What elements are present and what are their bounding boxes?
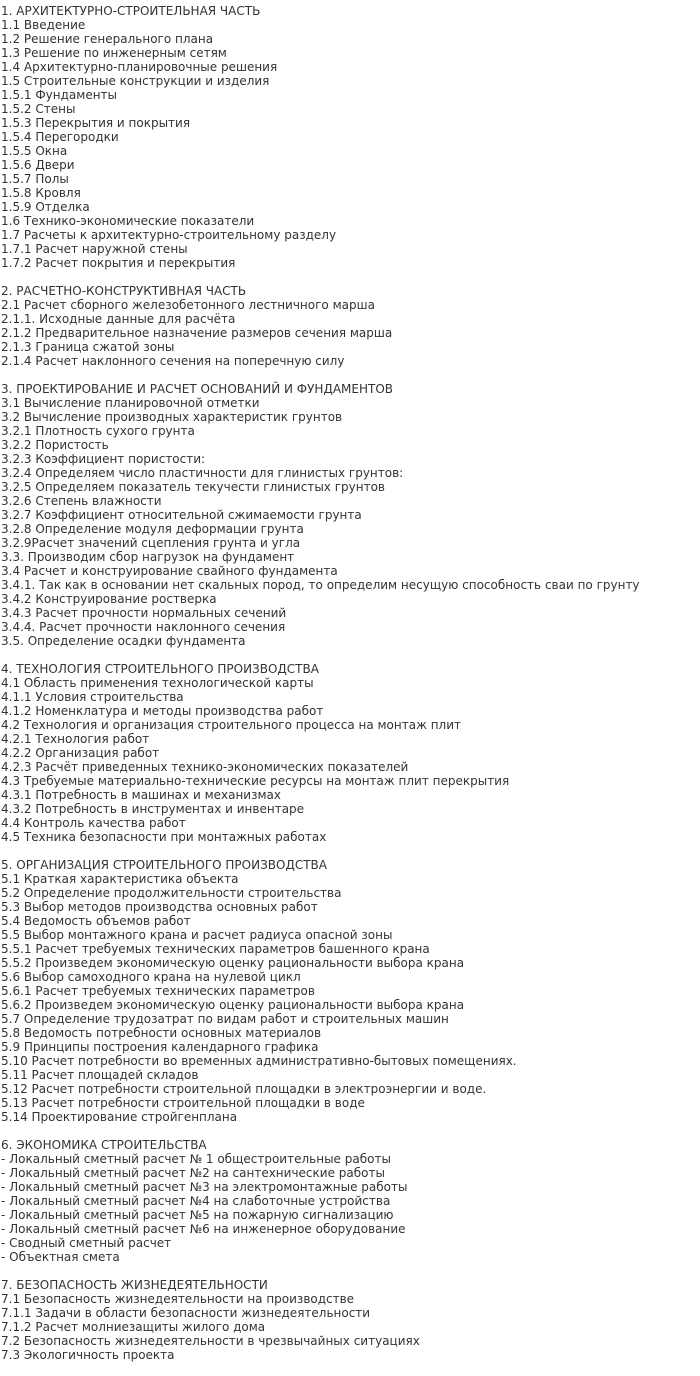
table-of-contents bbox=[1, 4, 700, 1376]
toc-item: 5.2 Определение продолжительности строительства bbox=[1, 886, 342, 900]
toc-item: - Объектная смета bbox=[1, 1250, 120, 1264]
toc-item: 5.11 Расчет площадей складов bbox=[1, 1068, 199, 1082]
toc-item: 5.6 Выбор самоходного крана на нулевой цикл bbox=[1, 970, 301, 984]
toc-item: 3.4 Расчет и конструирование свайного фундамента bbox=[1, 564, 338, 578]
section-heading: 6. ЭКОНОМИКА СТРОИТЕЛЬСТВА bbox=[1, 1138, 207, 1152]
toc-item: 5.5.1 Расчет требуемых технических параметров башенного крана bbox=[1, 942, 430, 956]
toc-item: 5.9 Принципы построения календарного графика bbox=[1, 1040, 319, 1054]
toc-item: 7.1.2 Расчет молниезащиты жилого дома bbox=[1, 1320, 266, 1334]
toc-item: 4.2.3 Расчёт приведенных технико-экономических показателей bbox=[1, 760, 409, 774]
toc-item: 4.5 Техника безопасности при монтажных работах bbox=[1, 830, 327, 844]
section-heading: 3. ПРОЕКТИРОВАНИЕ И РАСЧЕТ ОСНОВАНИЙ И ФУНДАМЕНТОВ bbox=[1, 382, 393, 396]
toc-item: 4.2.1 Технология работ bbox=[1, 732, 150, 746]
toc-item: 1.6 Технико-экономические показатели bbox=[1, 214, 255, 228]
toc-item: 3.2.5 Определяем показатель текучести глинистых грунтов bbox=[1, 480, 385, 494]
section-heading: 7. БЕЗОПАСНОСТЬ ЖИЗНЕДЕЯТЕЛЬНОСТИ bbox=[1, 1278, 268, 1292]
toc-item: 4.1.1 Условия строительства bbox=[1, 690, 184, 704]
section-heading: 5. ОРГАНИЗАЦИЯ СТРОИТЕЛЬНОГО ПРОИЗВОДСТВА bbox=[1, 858, 327, 872]
toc-item: 4.2 Технология и организация строительного процесса на монтаж плит bbox=[1, 718, 462, 732]
toc-item: 3.2.1 Плотность сухого грунта bbox=[1, 424, 195, 438]
toc-item: 2.1.1. Исходные данные для расчёта bbox=[1, 312, 236, 326]
toc-item: - Локальный сметный расчет №3 на электромонтажные работы bbox=[1, 1180, 408, 1194]
toc-item: - Локальный сметный расчет № 1 общестроительные работы bbox=[1, 1152, 391, 1166]
toc-section bbox=[1, 382, 700, 648]
toc-item: 3.4.3 Расчет прочности нормальных сечений bbox=[1, 606, 287, 620]
toc-item: 5.6.2 Произведем экономическую оценку рациональности выбора крана bbox=[1, 998, 465, 1012]
toc-item: 7.3 Экологичность проекта bbox=[1, 1348, 175, 1362]
toc-item: 3.2.4 Определяем число пластичности для глинистых грунтов: bbox=[1, 466, 404, 480]
toc-section bbox=[1, 858, 700, 1124]
toc-item: 1.5.4 Перегородки bbox=[1, 130, 119, 144]
toc-item: 1.5.7 Полы bbox=[1, 172, 69, 186]
toc-item: 3.2.6 Степень влажности bbox=[1, 494, 162, 508]
toc-item: 3.2.9Расчет значений сцепления грунта и угла bbox=[1, 536, 301, 550]
section-heading: 4. ТЕХНОЛОГИЯ СТРОИТЕЛЬНОГО ПРОИЗВОДСТВА bbox=[1, 662, 319, 676]
toc-item: 4.3 Требуемые материально-технические ресурсы на монтаж плит перекрытия bbox=[1, 774, 510, 788]
toc-item: 4.3.2 Потребность в инструментах и инвентаре bbox=[1, 802, 305, 816]
toc-item: 1.4 Архитектурно-планировочные решения bbox=[1, 60, 278, 74]
toc-section bbox=[1, 662, 700, 844]
toc-item: - Локальный сметный расчет №6 на инженерное оборудование bbox=[1, 1222, 406, 1236]
toc-item: 3.3. Производим сбор нагрузок на фундамент bbox=[1, 550, 295, 564]
toc-item: 5.6.1 Расчет требуемых технических параметров bbox=[1, 984, 315, 998]
toc-item: 4.1.2 Номенклатура и методы производства работ bbox=[1, 704, 324, 718]
toc-item: - Локальный сметный расчет №5 на пожарную сигнализацию bbox=[1, 1208, 394, 1222]
toc-item: 1.7 Расчеты к архитектурно-строительному разделу bbox=[1, 228, 337, 242]
toc-item: 3.4.4. Расчет прочности наклонного сечения bbox=[1, 620, 286, 634]
toc-item: 1.2 Решение генерального плана bbox=[1, 32, 214, 46]
toc-item: 2.1.3 Граница сжатой зоны bbox=[1, 340, 175, 354]
toc-item: 5.8 Ведомость потребности основных материалов bbox=[1, 1026, 322, 1040]
toc-item: 5.4 Ведомость объемов работ bbox=[1, 914, 191, 928]
toc-item: 5.13 Расчет потребности строительной площадки в воде bbox=[1, 1096, 365, 1110]
toc-item: 4.4 Контроль качества работ bbox=[1, 816, 186, 830]
section-heading: 2. РАСЧЕТНО-КОНСТРУКТИВНАЯ ЧАСТЬ bbox=[1, 284, 247, 298]
toc-item: 3.2.2 Пористость bbox=[1, 438, 109, 452]
toc-item: - Сводный сметный расчет bbox=[1, 1236, 172, 1250]
toc-section bbox=[1, 284, 700, 368]
toc-item: - Локальный сметный расчет №2 на сантехнические работы bbox=[1, 1166, 385, 1180]
toc-item: 5.10 Расчет потребности во временных административно-бытовых помещениях. bbox=[1, 1054, 517, 1068]
toc-item: 5.7 Определение трудозатрат по видам работ и строительных машин bbox=[1, 1012, 449, 1026]
toc-item: 1.5.6 Двери bbox=[1, 158, 75, 172]
toc-item: 3.5. Определение осадки фундамента bbox=[1, 634, 246, 648]
toc-item: 1.7.1 Расчет наружной стены bbox=[1, 242, 188, 256]
toc-item: 3.2.8 Определение модуля деформации грунта bbox=[1, 522, 304, 536]
toc-item: 1.5.1 Фундаменты bbox=[1, 88, 118, 102]
toc-item: 3.2.3 Коэффициент пористости: bbox=[1, 452, 206, 466]
section-heading: 1. АРХИТЕКТУРНО-СТРОИТЕЛЬНАЯ ЧАСТЬ bbox=[1, 4, 261, 18]
toc-item: 1.7.2 Расчет покрытия и перекрытия bbox=[1, 256, 236, 270]
toc-item: 4.3.1 Потребность в машинах и механизмах bbox=[1, 788, 281, 802]
toc-item: 1.5.8 Кровля bbox=[1, 186, 81, 200]
toc-item: 1.3 Решение по инженерным сетям bbox=[1, 46, 227, 60]
toc-section bbox=[1, 1138, 700, 1264]
toc-section bbox=[1, 1278, 700, 1362]
toc-item: 5.5.2 Произведем экономическую оценку рациональности выбора крана bbox=[1, 956, 465, 970]
toc-item: 2.1.4 Расчет наклонного сечения на поперечную силу bbox=[1, 354, 345, 368]
toc-item: 3.2 Вычисление производных характеристик грунтов bbox=[1, 410, 343, 424]
toc-item: 2.1 Расчет сборного железобетонного лестничного марша bbox=[1, 298, 375, 312]
toc-item: 7.1 Безопасность жизнедеятельности на производстве bbox=[1, 1292, 355, 1306]
toc-item: 5.3 Выбор методов производства основных работ bbox=[1, 900, 318, 914]
toc-item: 1.5.3 Перекрытия и покрытия bbox=[1, 116, 191, 130]
toc-item: 5.12 Расчет потребности строительной площадки в электроэнергии и воде. bbox=[1, 1082, 487, 1096]
toc-item: 3.4.2 Конструирование ростверка bbox=[1, 592, 217, 606]
toc-item: 4.2.2 Организация работ bbox=[1, 746, 160, 760]
toc-item: 5.14 Проектирование стройгенплана bbox=[1, 1110, 238, 1124]
toc-item: 1.5.2 Стены bbox=[1, 102, 76, 116]
toc-item: 4.1 Область применения технологической карты bbox=[1, 676, 314, 690]
toc-item: - Локальный сметный расчет №4 на слаботочные устройства bbox=[1, 1194, 391, 1208]
toc-item: 3.4.1. Так как в основании нет скальных пород, то определим несущую способность сваи по грунту bbox=[1, 578, 640, 592]
toc-item: 5.1 Краткая характеристика объекта bbox=[1, 872, 239, 886]
toc-item: 7.2 Безопасность жизнедеятельности в чрезвычайных ситуациях bbox=[1, 1334, 420, 1348]
toc-item: 5.5 Выбор монтажного крана и расчет радиуса опасной зоны bbox=[1, 928, 393, 942]
toc-item: 1.1 Введение bbox=[1, 18, 86, 32]
toc-item: 3.2.7 Коэффициент относительной сжимаемости грунта bbox=[1, 508, 362, 522]
toc-item: 3.1 Вычисление планировочной отметки bbox=[1, 396, 260, 410]
toc-item: 1.5 Строительные конструкции и изделия bbox=[1, 74, 270, 88]
toc-item: 7.1.1 Задачи в области безопасности жизнедеятельности bbox=[1, 1306, 371, 1320]
toc-item: 1.5.9 Отделка bbox=[1, 200, 90, 214]
toc-item: 2.1.2 Предварительное назначение размеров сечения марша bbox=[1, 326, 393, 340]
toc-item: 1.5.5 Окна bbox=[1, 144, 68, 158]
toc-section bbox=[1, 4, 700, 270]
